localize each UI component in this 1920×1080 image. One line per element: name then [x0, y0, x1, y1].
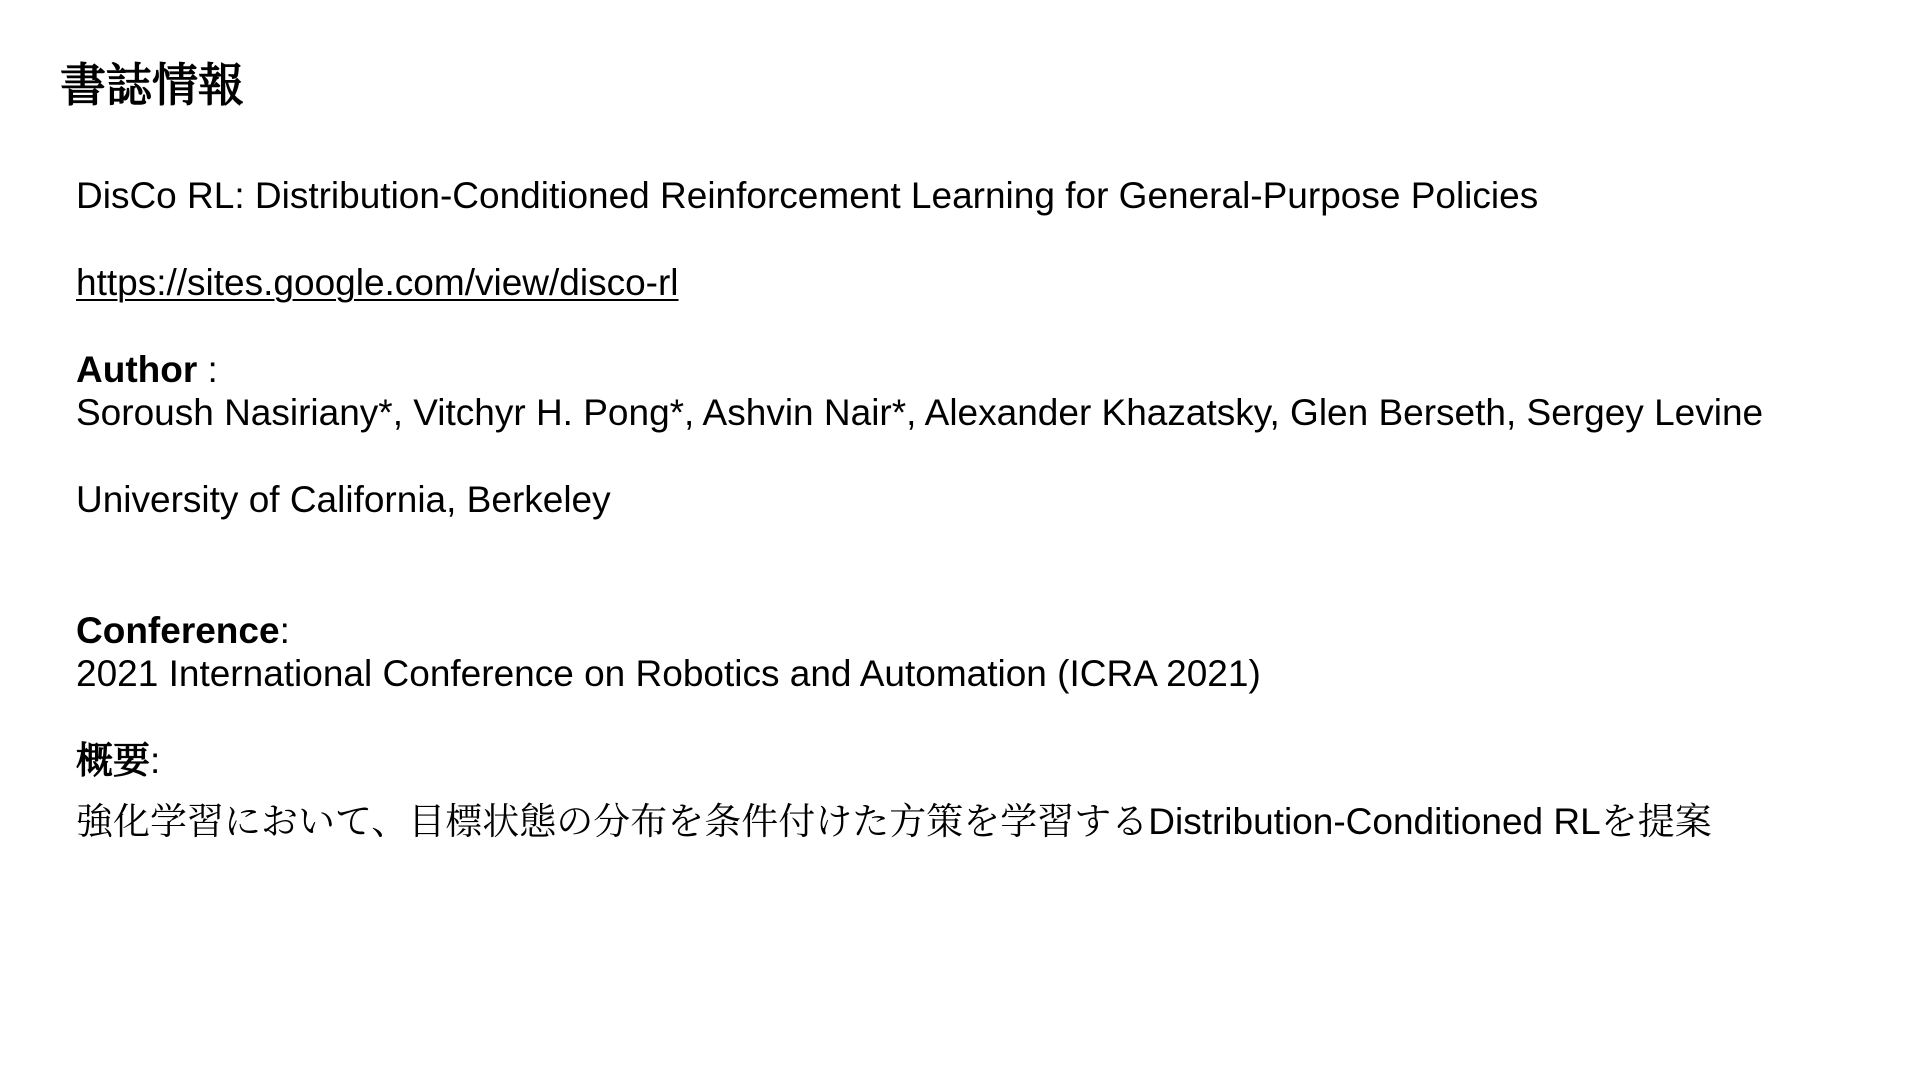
paper-title: DisCo RL: Distribution-Conditioned Reinforcement Learning for General-Purpose Policies	[76, 175, 1539, 216]
author-separator: :	[197, 349, 218, 390]
author-label-line	[76, 348, 218, 391]
conference-label: Conference	[76, 610, 280, 651]
slide-title: 書誌情報	[60, 59, 244, 111]
project-link[interactable]: https://sites.google.com/view/disco-rl	[76, 262, 679, 303]
author-label: Author	[76, 349, 198, 390]
conference-label-line	[76, 609, 290, 652]
abstract-text: 強化学習において、目標状態の分布を条件付けた方策を学習するDistribution-Conditioned RLを提案	[76, 801, 1712, 842]
conference-separator: :	[279, 610, 290, 651]
abstract-separator: :	[150, 740, 161, 781]
abstract-label-line	[76, 739, 160, 782]
abstract-label: 概要	[76, 740, 150, 781]
conference-name: 2021 International Conference on Robotics and Automation (ICRA 2021)	[76, 653, 1261, 694]
affiliation: University of California, Berkeley	[76, 479, 611, 520]
author-list: Soroush Nasiriany*, Vitchyr H. Pong*, Ashvin Nair*, Alexander Khazatsky, Glen Berseth, Sergey Levine	[76, 392, 1764, 433]
